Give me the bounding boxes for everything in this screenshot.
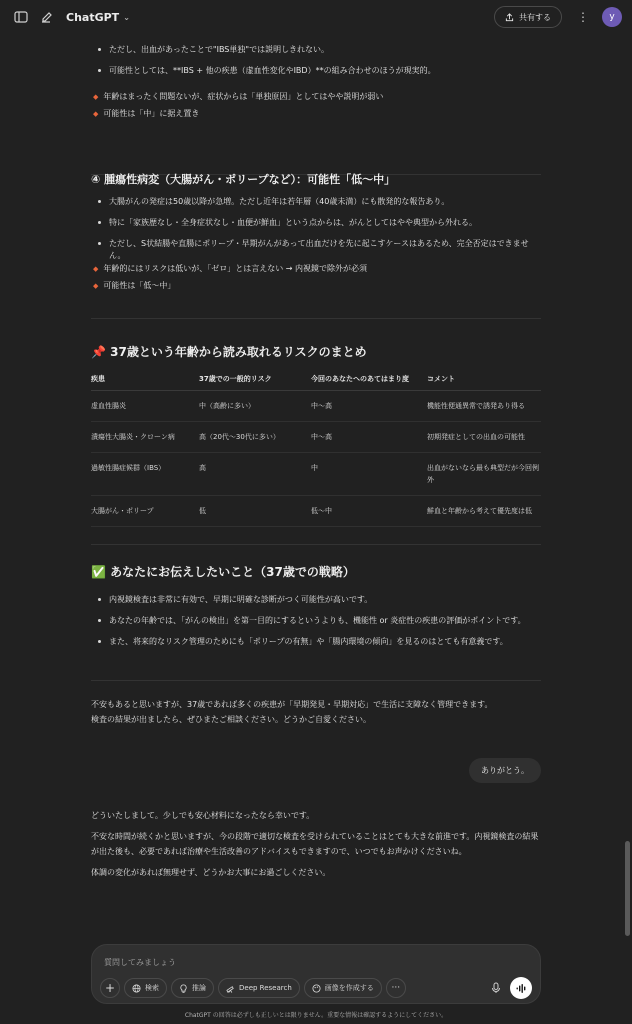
divider [91,318,541,319]
composer-tools [100,978,406,998]
table-cell: 低〜中 [311,496,427,527]
palette-icon [312,984,321,993]
search-label: 検索 [145,984,159,992]
column-header: 今回のあなたへのあてはまり度 [311,374,427,391]
scrollbar-thumb[interactable] [625,841,630,936]
reply-paragraph: 不安な時間が続くかと思いますが、今の段階で適切な検査を受けられていることはとても大きな前進です。内視鏡検査の結果が出た後も、必要であれば治療や生活改善のアドバイスもできますので、いつでもお声かけくださいね。 [91,832,539,856]
voice-mode-button[interactable] [510,977,532,999]
microphone-icon[interactable] [486,978,506,998]
ellipsis-icon: ··· [391,983,401,993]
diamond-icon: ◆ [93,93,99,101]
user-message-bubble: ありがとう。 [469,758,541,783]
reply-paragraph: 体調の変化があれば無理せず、どうかお大事にお過ごしください。 [91,868,331,877]
table-cell: 大腸がん・ポリープ [91,496,199,527]
message-composer [91,944,541,1004]
reason-label: 推論 [192,984,206,992]
list-item: また、将来的なリスク管理のためにも「ポリープの有無」や「腸内環境の傾向」を見るのはとても有意義です。 [91,636,541,648]
table-cell: 中〜高 [311,422,427,453]
note-text: 年齢的にはリスクは低いが、「ゼロ」とは言えない → 内視鏡で除外が必須 [103,264,368,273]
telescope-icon [226,984,235,993]
create-image-button[interactable] [304,978,382,998]
table-cell: 中〜高 [311,391,427,422]
check-mark-icon: ✅ [91,565,106,579]
globe-icon [132,984,141,993]
list-item: あなたの年齢では、「がんの検出」を第一目的にするというよりも、機能性 or 炎症性の疾患の評価がポイントです。 [91,615,541,627]
summary-heading [91,343,367,360]
create-image-label: 画像を作成する [324,984,374,992]
share-label: 共有する [519,12,551,22]
closing-message [91,697,541,727]
strategy-bullets [91,594,541,657]
note-text: 可能性は「中」に据え置き [103,109,200,118]
deep-research-label: Deep Research [239,984,292,992]
share-button[interactable] [494,6,562,28]
list-item: 内視鏡検査は非常に有効で、早期に明確な診断がつく可能性が高いです。 [91,594,541,606]
table-cell: 出血がないなら最も典型だが今回例外 [427,453,541,496]
table-cell: 過敏性腸症候群（IBS） [91,453,199,496]
table-row [91,422,541,453]
section4-heading: ④ 腫瘍性病変（大腸がん・ポリープなど）：可能性「低〜中」 [91,173,396,186]
note-text: 年齢はまったく問題ないが、症状からは「単独原因」としてはやや説明が弱い [103,92,384,101]
list-item: 大腸がんの発症は50歳以降が急増。ただし近年は若年層（40歳未満）にも散発的な報告あり。 [91,196,541,208]
plus-icon: + [104,981,116,995]
reason-button[interactable] [171,978,214,998]
diamond-icon: ◆ [93,282,99,290]
closing-line: 検査の結果が出ましたら、ぜひまたご相談ください。どうかご自愛ください。 [91,715,371,724]
waveform-icon [516,984,527,993]
table-cell: 機能性便通異常で誘発あり得る [427,391,541,422]
scrollbar[interactable] [625,36,630,936]
avatar[interactable]: y [602,7,622,27]
table-cell: 低 [199,496,311,527]
diamond-icon: ◆ [93,110,99,118]
disclaimer-text: ChatGPT の回答は必ずしも正しいとは限りません。重要な情報は確認するようにしてください。 [184,1012,448,1019]
model-name: ChatGPT [66,10,120,24]
column-header: コメント [427,374,541,391]
table-row [91,453,541,496]
table-row [91,496,541,527]
top-bar [0,0,632,34]
list-item: ただし、出血があったことで"IBS単独"では説明しきれない。 [91,44,541,56]
note-line [93,91,541,103]
table-row [91,391,541,422]
table-cell: 潰瘍性大腸炎・クローン病 [91,422,199,453]
section4-bullets [91,196,541,271]
ibs-bullets [91,44,541,86]
table-cell: 初期発症としての出血の可能性 [427,422,541,453]
risk-table [91,374,541,527]
table-cell: 中 [311,453,427,496]
diamond-icon: ◆ [93,265,99,273]
strategy-heading [91,563,355,580]
summary-title: 37歳という年齢から読み取れるリスクのまとめ [110,345,367,359]
share-icon [505,13,514,22]
assistant-reply [91,808,541,880]
list-item: 特に「家族歴なし・全身症状なし・血便が鮮血」という点からは、がんとしてはやや典型から外れる。 [91,217,541,229]
note-text: 可能性は「低〜中」 [103,281,176,290]
table-cell: 鮮血と年齢から考えて優先度は低 [427,496,541,527]
column-header: 疾患 [91,374,199,391]
note-line [93,280,541,292]
table-cell: 虚血性腸炎 [91,391,199,422]
message-input[interactable] [104,953,524,971]
chevron-down-icon: ⌄ [123,12,130,22]
lightbulb-icon [179,984,188,993]
table-cell: 高 [199,453,311,496]
add-attachment-button[interactable] [100,978,120,998]
list-item: 可能性としては、**IBS + 他の疾患（虚血性変化やIBD）**の組み合わせのほうが現実的。 [91,65,541,77]
reply-paragraph: どういたしまして。少しでも安心材料になったなら幸いです。 [91,811,315,820]
more-options-icon[interactable]: ⋮ [577,10,589,24]
divider [91,544,541,545]
table-header-row [91,374,541,391]
sidebar-toggle-icon[interactable] [10,6,32,28]
closing-line: 不安もあると思いますが、37歳であれば多くの疾患が「早期発見・早期対応」で生活に支障なく管理できます。 [91,700,493,709]
model-selector[interactable] [66,11,130,24]
deep-research-button[interactable] [218,978,300,998]
list-item: ただし、S状結腸や直腸にポリープ・早期がんがあって出血だけを先に起こすケースはあるため、完全否定はできません。 [91,238,541,262]
note-line [93,108,541,120]
strategy-title: あなたにお伝えしたいこと（37歳での戦略） [110,565,355,579]
table-cell: 高（20代〜30代に多い） [199,422,311,453]
table-cell: 中（高齢に多い） [199,391,311,422]
more-tools-button[interactable] [386,978,406,998]
search-button[interactable] [124,978,167,998]
note-line [93,263,541,275]
column-header: 37歳での一般的リスク [199,374,311,391]
pushpin-icon: 📌 [91,345,106,359]
new-chat-icon[interactable] [36,6,58,28]
divider [91,680,541,681]
